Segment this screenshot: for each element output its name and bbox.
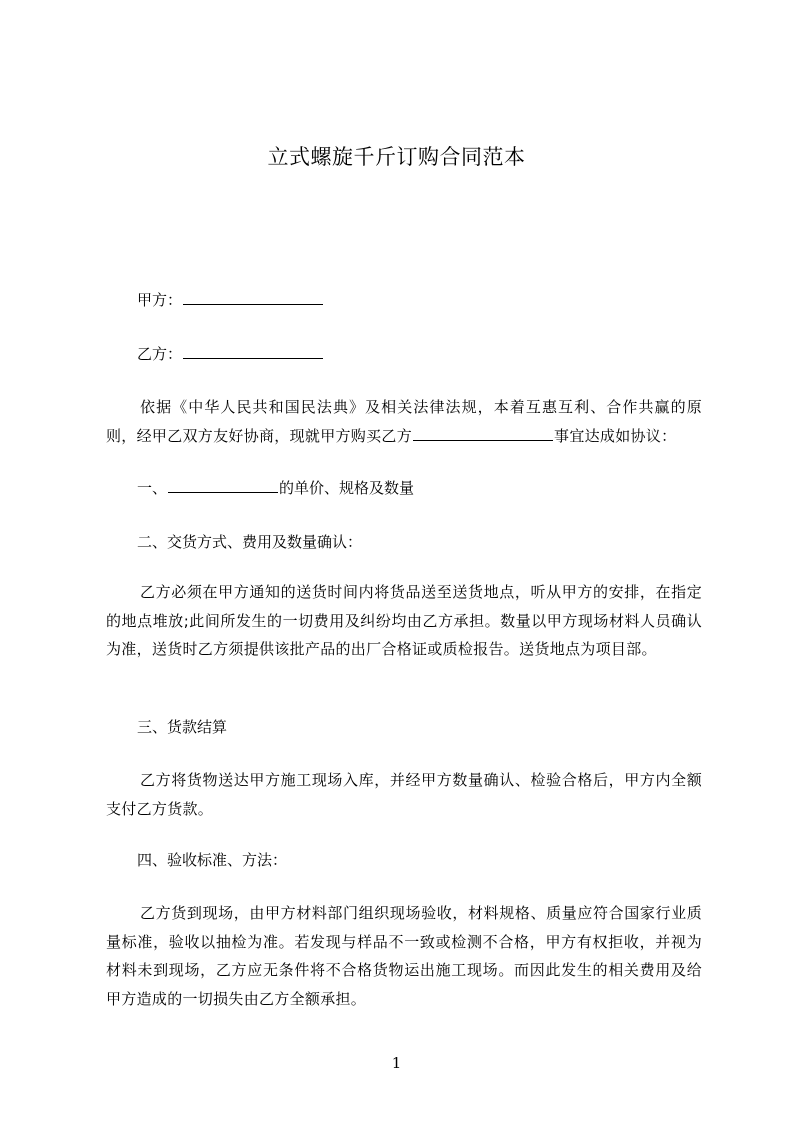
section3-body: 乙方将货物送达甲方施工现场入库，并经甲方数量确认、检验合格后，甲方内全额支付乙方货款。 [106, 771, 702, 818]
document-title: 立式螺旋千斤订购合同范本 [267, 145, 526, 169]
section1-heading [109, 474, 727, 502]
party-a-blank [183, 287, 323, 305]
page-number: 1 [391, 1054, 402, 1072]
product-blank [413, 423, 553, 441]
section3-heading: 三、货款结算 [137, 718, 228, 736]
section4-heading: 四、验收标准、方法： [137, 851, 288, 869]
section1-prefix: 一、 [137, 479, 168, 497]
party-a-label: 甲方： [137, 291, 183, 309]
section1-suffix: 的单价、规格及数量 [279, 479, 415, 497]
section2-heading: 二、交货方式、费用及数量确认： [137, 533, 363, 551]
section4-body: 乙方货到现场，由甲方材料部门组织现场验收，材料规格、质量应符合国家行业质量标准，验收以抽检为准。若发现与样品不一致或检测不合格，甲方有权拒收，并视为材料未到现场，乙方应无条件将不合格货物运出施工现场。而因此发生的相关费用及给甲方造成的一切损失由乙方全额承担。 [106, 904, 702, 1008]
party-b-line [109, 340, 727, 368]
section2-body: 乙方必须在甲方通知的送货时间内将货品送至送货地点，听从甲方的安排，在指定的地点堆放;此间所发生的一切费用及纠纷均由乙方承担。数量以甲方现场材料人员确认为准，送货时乙方须提供该批产品的出厂合格证或质检报告。送货地点为项目部。 [106, 583, 702, 658]
section1-blank [168, 475, 278, 493]
party-b-blank [183, 341, 323, 359]
intro-text-part1: 依据《中华人民共和国民法典》及相关法律法规，本着互惠互利、合作共赢的原则，经甲乙双方友好协商，现就甲方购买乙方 [106, 398, 702, 445]
party-a-line [109, 286, 727, 314]
intro-paragraph [106, 393, 702, 450]
intro-text-part2: 事宜达成如协议： [554, 426, 677, 445]
party-b-label: 乙方： [137, 345, 183, 363]
